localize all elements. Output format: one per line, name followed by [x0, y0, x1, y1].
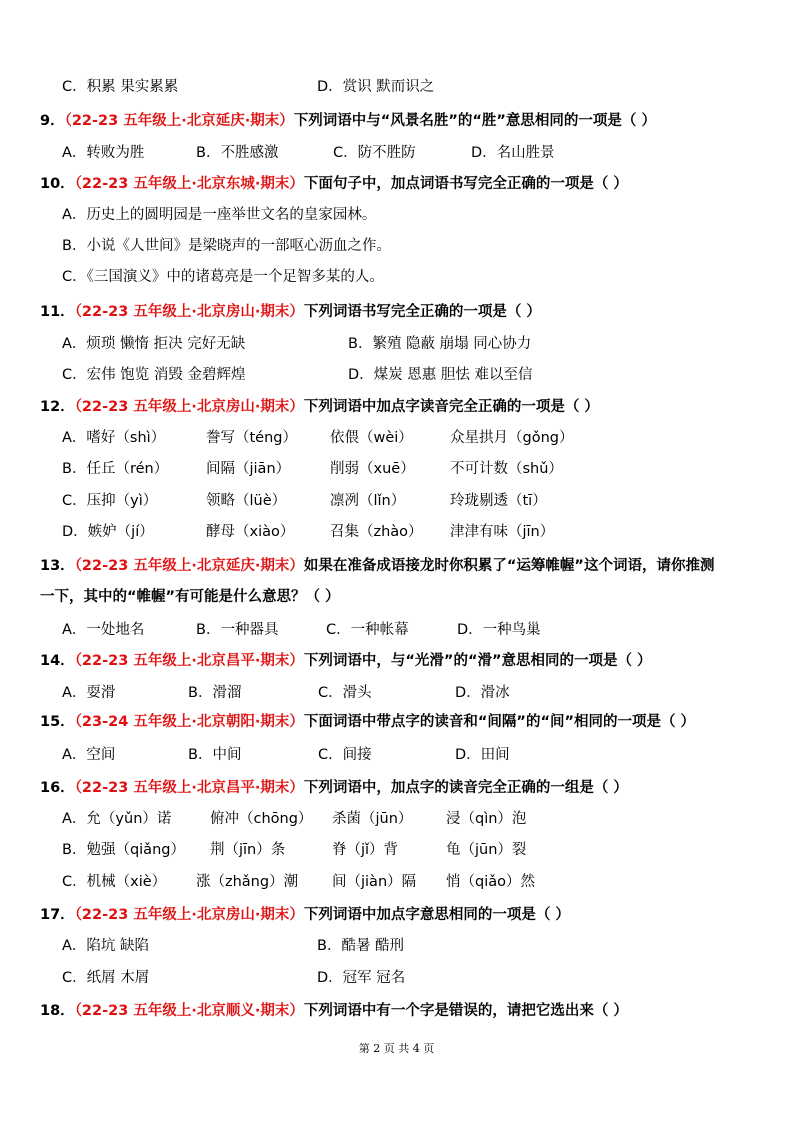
- q15-option-d: D．田间: [455, 747, 510, 763]
- question-stem: 下列词语书写完全正确的一项是（ ）: [303, 304, 541, 320]
- q12-option-b-1: B．任丘（rén）: [62, 461, 169, 477]
- question-12: [40, 397, 599, 417]
- q9-option-b: B．不胜感激: [196, 145, 279, 161]
- question-source: （22-23 五年级上·北京房山·期末）: [74, 304, 304, 320]
- q12-option-c-4: 玲珑剔透（tī）: [450, 493, 547, 509]
- q10-option-b: B．小说《人世间》是梁晓声的一部呕心沥血之作。: [62, 238, 391, 254]
- question-source: （22-23 五年级上·北京昌平·期末）: [74, 653, 304, 669]
- q12-option-a-3: 依偎（wèi）: [330, 430, 413, 446]
- question-number: 14．: [40, 653, 75, 669]
- q16-option-a-2: 俯冲（chōng）: [210, 811, 313, 827]
- q14-option-c: C．滑头: [318, 685, 372, 701]
- q14-option-a: A．耍滑: [62, 685, 116, 701]
- q12-option-a-1: A．嗜好（shì）: [62, 430, 166, 446]
- q12-option-b-2: 间隔（jiān）: [206, 461, 291, 477]
- q12-option-c-1: C．压抑（yì）: [62, 493, 158, 509]
- question-source: （22-23 五年级上·北京房山·期末）: [74, 907, 304, 923]
- q17-option-d: D．冠军 冠名: [317, 970, 406, 986]
- question-source: （22-23 五年级上·北京房山·期末）: [74, 399, 304, 415]
- page-footer: 第 2 页 共 4 页: [358, 1042, 435, 1055]
- question-13-continued: [40, 587, 340, 607]
- q11-option-c: C．宏伟 饱览 消毁 金碧辉煌: [62, 367, 246, 383]
- q16-option-c-1: C．机械（xiè）: [62, 874, 167, 890]
- question-15: [40, 712, 695, 732]
- q11-option-d: D．煤炭 恩惠 胆怯 难以至信: [348, 367, 533, 383]
- q17-option-b: B．酷暑 酷刑: [317, 938, 405, 954]
- q14-option-d: D．滑冰: [455, 685, 510, 701]
- question-14: [40, 651, 652, 671]
- question-stem: 一下，其中的“帷幄”有可能是什么意思？（ ）: [40, 589, 340, 605]
- q16-option-a-3: 杀菌（jūn）: [332, 811, 413, 827]
- q9-option-c: C．防不胜防: [333, 145, 416, 161]
- q15-option-a: A．空间: [62, 747, 116, 763]
- q16-option-a-4: 浸（qìn）泡: [446, 811, 527, 827]
- q15-option-c: C．间接: [318, 747, 372, 763]
- question-number: 17．: [40, 907, 75, 923]
- question-stem: 下面词语中带点字的读音和“间隔”的“间”相同的一项是（ ）: [303, 714, 696, 730]
- question-stem: 下列词语中，加点字的读音完全正确的一组是（ ）: [303, 780, 628, 796]
- question-number: 13．: [40, 558, 75, 574]
- q9-option-a: A．转败为胜: [62, 145, 145, 161]
- q16-option-b-2: 荆（jīn）条: [210, 842, 286, 858]
- q12-option-d-2: 酵母（xiào）: [206, 524, 295, 540]
- question-number: 16．: [40, 780, 75, 796]
- q13-option-a: A．一处地名: [62, 622, 145, 638]
- q8-option-c: C．积累 果实累累: [62, 79, 179, 95]
- question-stem: 下列词语中有一个字是错误的，请把它选出来（ ）: [303, 1003, 628, 1019]
- q11-option-b: B．繁殖 隐蔽 崩塌 同心协力: [348, 336, 532, 352]
- question-number: 9．: [40, 113, 65, 129]
- q12-option-d-3: 召集（zhào）: [330, 524, 423, 540]
- question-source: （22-23 五年级上·北京延庆·期末）: [64, 113, 294, 129]
- q15-option-b: B．中间: [188, 747, 242, 763]
- question-stem: 下列词语中，与“光滑”的“滑”意思相同的一项是（ ）: [303, 653, 652, 669]
- q13-option-b: B．一种器具: [196, 622, 279, 638]
- question-number: 10．: [40, 176, 75, 192]
- q8-option-d: D．赏识 默而识之: [317, 79, 435, 95]
- q16-option-a-1: A．允（yǔn）诺: [62, 811, 172, 827]
- q16-option-c-4: 悄（qiǎo）然: [446, 874, 535, 890]
- question-source: （22-23 五年级上·北京延庆·期末）: [74, 558, 304, 574]
- question-16: [40, 778, 628, 798]
- q10-option-c: C．《三国演义》中的诸葛亮是一个足智多某的人。: [62, 269, 384, 285]
- question-11: [40, 302, 541, 322]
- question-source: （22-23 五年级上·北京东城·期末）: [74, 176, 304, 192]
- q17-option-c: C．纸屑 木屑: [62, 970, 150, 986]
- question-stem: 下面句子中，加点词语书写完全正确的一项是（ ）: [303, 176, 628, 192]
- q16-option-c-2: 涨（zhǎng）潮: [196, 874, 299, 890]
- question-9: [40, 111, 656, 131]
- question-18: [40, 1001, 628, 1021]
- question-stem: 下列词语中加点字意思相同的一项是（ ）: [303, 907, 570, 923]
- question-source: （22-23 五年级上·北京顺义·期末）: [74, 1003, 304, 1019]
- question-17: [40, 905, 570, 925]
- q14-option-b: B．滑溜: [188, 685, 242, 701]
- q16-option-b-4: 龟（jūn）裂: [446, 842, 527, 858]
- q12-option-a-4: 众星拱月（gǒng）: [450, 430, 574, 446]
- q13-option-c: C．一种帐幕: [326, 622, 409, 638]
- q13-option-d: D．一种鸟巢: [457, 622, 541, 638]
- q12-option-b-3: 削弱（xuē）: [330, 461, 415, 477]
- question-13: [40, 556, 714, 576]
- question-source: （22-23 五年级上·北京昌平·期末）: [74, 780, 304, 796]
- q12-option-b-4: 不可计数（shǔ）: [450, 461, 563, 477]
- question-number: 11．: [40, 304, 75, 320]
- q17-option-a: A．陷坑 缺陷: [62, 938, 150, 954]
- q10-option-a: A．历史上的圆明园是一座举世文名的皇家园林。: [62, 207, 377, 223]
- q12-option-d-1: D．嫉妒（jí）: [62, 524, 154, 540]
- question-number: 15．: [40, 714, 75, 730]
- q11-option-a: A．烦琐 懒惰 拒决 完好无缺: [62, 336, 246, 352]
- q16-option-c-3: 间（jiàn）隔: [332, 874, 417, 890]
- q12-option-c-3: 凛冽（lǐn）: [330, 493, 406, 509]
- question-number: 12．: [40, 399, 75, 415]
- question-stem: 下列词语中加点字读音完全正确的一项是（ ）: [303, 399, 599, 415]
- question-source: （23-24 五年级上·北京朝阳·期末）: [74, 714, 304, 730]
- q9-option-d: D．名山胜景: [471, 145, 555, 161]
- q16-option-b-1: B．勉强（qiǎng）: [62, 842, 185, 858]
- q12-option-a-2: 誊写（téng）: [206, 430, 297, 446]
- question-10: [40, 174, 628, 194]
- q16-option-b-3: 脊（jǐ）背: [332, 842, 399, 858]
- question-stem: 如果在准备成语接龙时你积累了“运筹帷幄”这个词语，请你推测: [303, 558, 715, 574]
- question-number: 18．: [40, 1003, 75, 1019]
- q12-option-d-4: 津津有味（jīn）: [450, 524, 555, 540]
- question-stem: 下列词语中与“风景名胜”的“胜”意思相同的一项是（ ）: [293, 113, 656, 129]
- q12-option-c-2: 领略（lüè）: [206, 493, 287, 509]
